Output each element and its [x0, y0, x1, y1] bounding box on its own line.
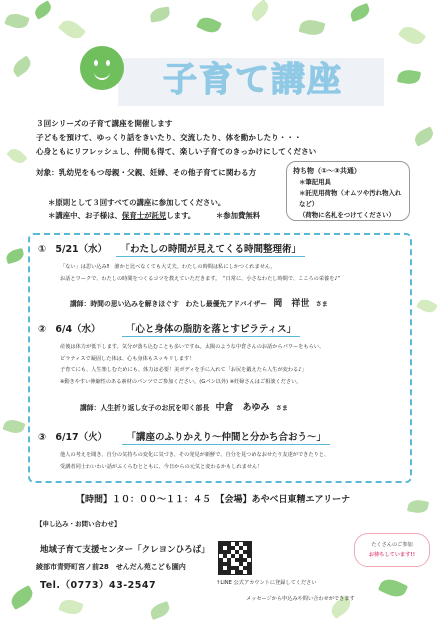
rules — [36, 196, 260, 222]
leaf-decoration — [298, 17, 325, 38]
session-title: 「講座のふりかえり～仲間と分かち合おう～」 — [122, 432, 330, 445]
item: ＊託児用荷物（オムツや汚れ物入れなど） — [299, 189, 402, 208]
line-message-note: メッセージから申込みや問い合わせができます — [246, 596, 355, 602]
leaf-decoration — [32, 0, 54, 19]
lecturer-name: 中倉 あゆみ — [215, 403, 270, 413]
leaf-decoration — [412, 126, 436, 146]
session-number: ③ — [38, 432, 47, 443]
leaf-decoration — [5, 248, 25, 264]
session-body-line: 子育てにも、人生楽しむためにも、体力は必要！美ボディを手に入れて「お尻を鍛えたら人生が変わる♪」 — [60, 367, 307, 373]
session-1-body — [60, 262, 340, 285]
speech-bubble — [354, 533, 430, 567]
session-number: ② — [38, 324, 47, 335]
leaf-decoration — [148, 601, 171, 620]
leaf-decoration — [8, 585, 36, 610]
session-1-heading — [38, 241, 305, 255]
phone-number[interactable]: Tel.（0773）43-2547 — [40, 580, 157, 591]
line-qr-code-icon[interactable] — [218, 541, 252, 575]
leaf-decoration — [407, 498, 429, 514]
session-2-heading — [38, 321, 300, 335]
rule-line: ＊原則として３回すべての講座に参加してください。 — [48, 198, 226, 207]
bubble-line: お待ちしています!! — [368, 552, 416, 558]
lecturer-title: 講師：時間の思い込みを解きほぐす わたし最優先アドバイザー — [70, 300, 267, 308]
leaf-decoration — [6, 145, 27, 166]
line-account-note: ↑LINE 公式アカウントに登録してください — [216, 580, 317, 586]
lecturer-title: 講師：人生折り返し女子のお尻を叩く部長 — [80, 404, 210, 412]
center-name: 地域子育て支援センター「クレヨンひろば」 — [40, 545, 210, 555]
session-body-line: 「ない」は思い込み‼ 誰かと比べなくても大丈夫。わたしの時間は私にしかつくれません。 — [60, 264, 276, 270]
items-heading: 持ち物（①～③共通） — [293, 167, 361, 175]
session-title: 「わたしの時間が見えてくる時間整理術」 — [116, 244, 305, 257]
session-date: 6/4（水） — [55, 324, 101, 335]
session-1-lecturer — [70, 296, 328, 309]
rule-text: ＊講座中、お子様は、 — [48, 211, 122, 220]
leaf-decoration — [398, 22, 426, 48]
session-body-line: 受講者同士わいわい話がふくらむとともに、今日からの元気と変わるかもしれません！ — [60, 463, 263, 470]
intro-line: ３回シリーズの子育て講座を開催します — [36, 119, 173, 128]
leaf-decoration — [378, 575, 408, 600]
session-2-lecturer — [80, 400, 288, 413]
lecturer-honorific: さま — [275, 405, 288, 412]
page-title: 子育て講座 — [163, 60, 343, 100]
leaf-decoration — [10, 55, 34, 77]
session-2-body — [60, 342, 324, 388]
fee-note: ＊参加費無料 — [215, 211, 261, 220]
lecturer-name: 岡 祥世 — [273, 299, 310, 309]
target-audience: 対象：乳幼児をもつ母親・父親、妊婦、その他子育てに関わる方 — [36, 168, 257, 177]
time-venue: 【時間】１０：００～１１：４５ 【会場】あやべ日東精エアリーナ — [76, 495, 351, 505]
rule-text: します。 — [166, 211, 196, 220]
items-box — [286, 161, 410, 221]
leaf-decoration — [196, 14, 222, 36]
session-date: 5/21（水） — [55, 244, 108, 255]
leaf-decoration — [248, 0, 272, 22]
session-body-line: お話とワークで、わたしの時間をつくるコツを教えていただきます。 “日常に、小さなわたし時間で、こころの栄養を♪” — [60, 275, 341, 282]
rule-line — [36, 209, 260, 222]
contact-label: 【申し込み・お問い合わせ】 — [36, 520, 121, 528]
session-body-line: ピラティスで凝固した体は、心も身体もスッキリします！ — [60, 355, 195, 362]
leaf-decoration — [348, 3, 371, 22]
leaf-decoration — [2, 417, 25, 436]
leaf-decoration — [416, 296, 438, 315]
session-3-heading — [38, 429, 330, 443]
leaf-mascot-icon — [80, 46, 124, 90]
bubble-line: たくさんのご参加 — [371, 542, 413, 548]
leaf-decoration — [4, 11, 29, 32]
childcare-note: 保育士が託児 — [121, 211, 167, 220]
session-title: 「心と身体の脂肪を落とすピラティス」 — [122, 324, 300, 337]
item: ＊筆記用具 — [299, 178, 331, 186]
address: 綾部市青野町宮ノ前28 せんだん苑こども園内 — [36, 563, 186, 571]
leaf-decoration — [58, 16, 86, 43]
session-3-body — [60, 450, 329, 473]
lecturer-honorific: さま — [315, 301, 328, 308]
intro-text — [36, 117, 316, 159]
leaf-decoration — [58, 597, 83, 618]
leaf-decoration — [397, 68, 421, 86]
session-number: ① — [38, 244, 47, 255]
intro-line: 子どもを預けて、ゆっくり話をきいたり、交流したり、体を動かしたり・・・ — [36, 133, 302, 142]
session-body-line: 産後は体力が低下します。気分が落ち込むことも多いですね。太陽のような中倉さんのお話からパワーをもらい、 — [60, 344, 325, 350]
session-body-line: ※動きやすい伸縮性のある素材のパンツでご参加ください。(Gパン以外) ※妊婦さんはご相談ください。 — [60, 378, 302, 385]
session-date: 6/17（火） — [55, 432, 108, 443]
session-body-line: 他人の考えを聞き、自分の気持ちの変化に気づき、その発見が新鮮で、自分を見つめなおせたり友達ができたりと、 — [60, 452, 330, 458]
item: （荷物に名札をつけてください） — [299, 211, 395, 219]
intro-line: 心身ともにリフレッシュし、仲間も得て、楽しい子育てのきっかけにしてください — [36, 147, 317, 156]
leaf-decoration — [149, 6, 171, 22]
